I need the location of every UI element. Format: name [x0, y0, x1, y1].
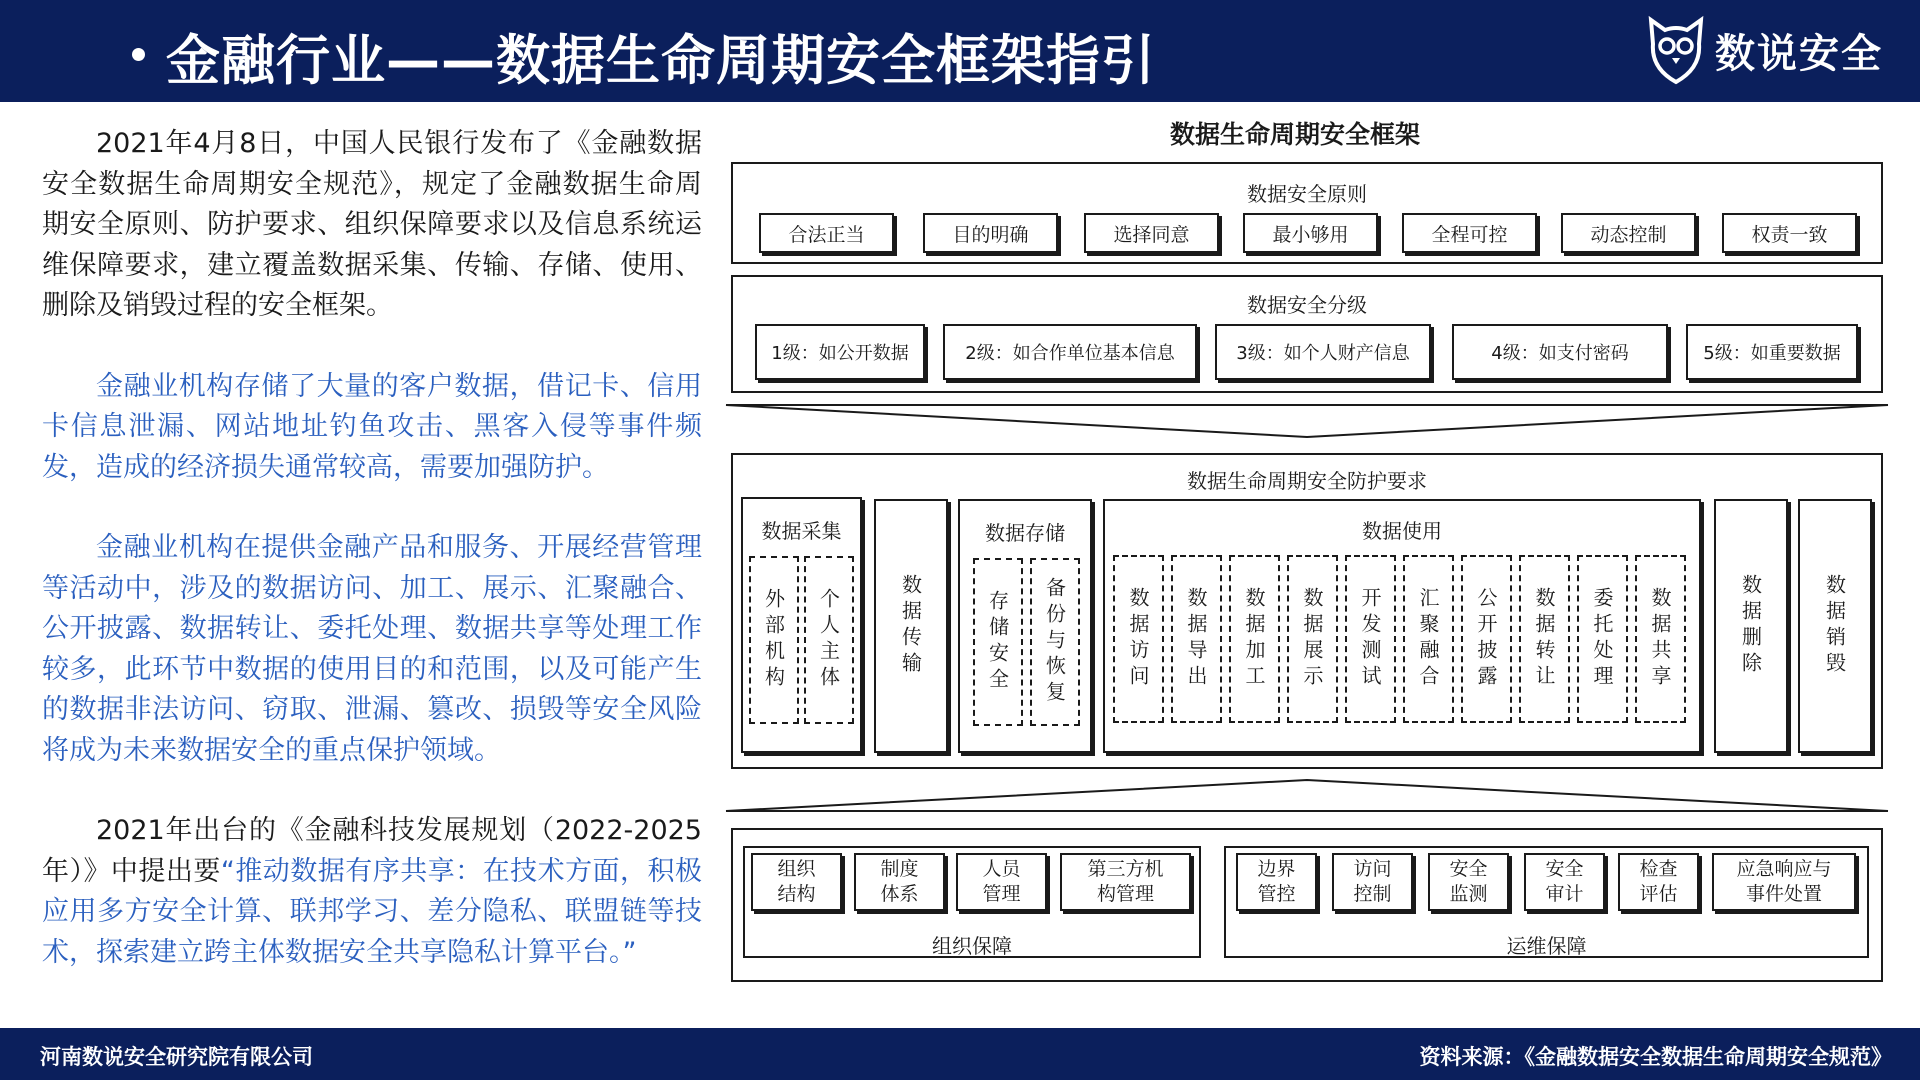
org-item: 制度 体系 [854, 853, 945, 911]
use-sub: 公开披露 [1461, 555, 1512, 723]
lifecycle-title: 数据生命周期安全防护要求 [1187, 469, 1427, 493]
org-guarantee-title: 组织保障 [932, 934, 1012, 958]
grade-item: 1级：如公开数据 [755, 324, 925, 380]
use-sub: 数据转让 [1519, 555, 1570, 723]
ops-guarantee-title: 运维保障 [1506, 934, 1587, 958]
principle-item: 目的明确 [923, 213, 1058, 253]
transfer-stage: 数据传输 [874, 499, 948, 753]
footer-org: 河南数说安全研究院有限公司 [40, 1045, 313, 1069]
principle-item: 权责一致 [1722, 213, 1857, 253]
footer-source: 资料来源：《金融数据安全数据生命周期安全规范》 [1419, 1045, 1892, 1069]
principle-item: 选择同意 [1084, 213, 1219, 253]
ops-item: 安全 监测 [1428, 853, 1509, 911]
org-item: 第三方机 构管理 [1060, 853, 1191, 911]
paragraph-1: 2021年4月8日，中国人民银行发布了《金融数据安全数据生命周期安全规范》，规定了金融数据生命周期安全原则、防护要求、组织保障要求以及信息系统运维保障要求，建立覆盖数据采集、传输、存储、使用、删除及销毁过程的安全框架。 [42, 128, 702, 321]
footer-bar [0, 1028, 1920, 1080]
store-sub: 备份与恢复 [1030, 558, 1080, 726]
ops-item: 访问 控制 [1332, 853, 1413, 911]
principles-title: 数据安全原则 [1247, 182, 1367, 206]
principle-item: 合法正当 [759, 213, 894, 253]
delete-stage: 数据删除 [1714, 499, 1788, 753]
grading-title: 数据安全分级 [1247, 293, 1367, 317]
grade-item: 2级：如合作单位基本信息 [943, 324, 1197, 380]
ops-item: 检查 评估 [1618, 853, 1699, 911]
paragraph-4-lead: 2021年出台的《金融科技发展规划（2022-2025年）》中提出要 [42, 815, 702, 887]
principle-item: 动态控制 [1561, 213, 1696, 253]
use-sub: 数据访问 [1113, 555, 1164, 723]
store-sub: 存储安全 [973, 558, 1023, 726]
grade-item: 5级：如重要数据 [1686, 324, 1858, 380]
down-arrow-shape [724, 403, 1890, 441]
use-sub: 数据共享 [1635, 555, 1686, 723]
page-title: 金融行业——数据生命周期安全框架指引 [166, 29, 1156, 92]
ops-item: 边界 管控 [1236, 853, 1317, 911]
up-arrow-shape [724, 778, 1890, 814]
paragraph-4-quote: “推动数据有序共享：在技术方面，积极应用多方安全计算、联邦学习、差分隐私、联盟链等技术，探索建立跨主体数据安全共享隐私计算平台。” [42, 855, 702, 968]
org-item: 人员 管理 [956, 853, 1047, 911]
collect-sub: 外部机构 [749, 556, 799, 724]
destroy-stage: 数据销毁 [1798, 499, 1872, 753]
paragraph-3: 金融业机构在提供金融产品和服务、开展经营管理等活动中，涉及的数据访问、加工、展示、汇聚融合、公开披露、数据转让、委托处理、数据共享等处理工作较多，此环节中数据的使用目的和范围，以及可能产生的数据非法访问、窃取、泄漏、篡改、损毁等安全风险将成为未来数据安全的重点保护领域。 [42, 532, 702, 766]
use-sub: 开发测试 [1345, 555, 1396, 723]
grade-item: 3级：如个人财产信息 [1215, 324, 1431, 380]
ops-item: 应急响应与 事件处置 [1712, 853, 1856, 911]
use-sub: 委托处理 [1577, 555, 1628, 723]
brand-name: 数说安全 [1715, 30, 1883, 77]
use-sub: 数据展示 [1287, 555, 1338, 723]
collect-title: 数据采集 [761, 519, 842, 543]
use-title: 数据使用 [1362, 519, 1442, 543]
org-item: 组织 结构 [751, 853, 842, 911]
use-sub: 数据加工 [1229, 555, 1280, 723]
principle-item: 全程可控 [1402, 213, 1537, 253]
principle-item: 最小够用 [1243, 213, 1378, 253]
diagram-title: 数据生命周期安全框架 [1169, 120, 1420, 149]
store-title: 数据存储 [985, 521, 1065, 545]
paragraph-2: 金融业机构存储了大量的客户数据，借记卡、信用卡信息泄漏、网站地址钓鱼攻击、黑客入侵等事件频发，造成的经济损失通常较高，需要加强防护。 [42, 370, 702, 483]
use-sub: 数据导出 [1171, 555, 1222, 723]
collect-sub: 个人主体 [804, 556, 854, 724]
ops-item: 安全 审计 [1524, 853, 1605, 911]
use-sub: 汇聚融合 [1403, 555, 1454, 723]
grade-item: 4级：如支付密码 [1452, 324, 1668, 380]
